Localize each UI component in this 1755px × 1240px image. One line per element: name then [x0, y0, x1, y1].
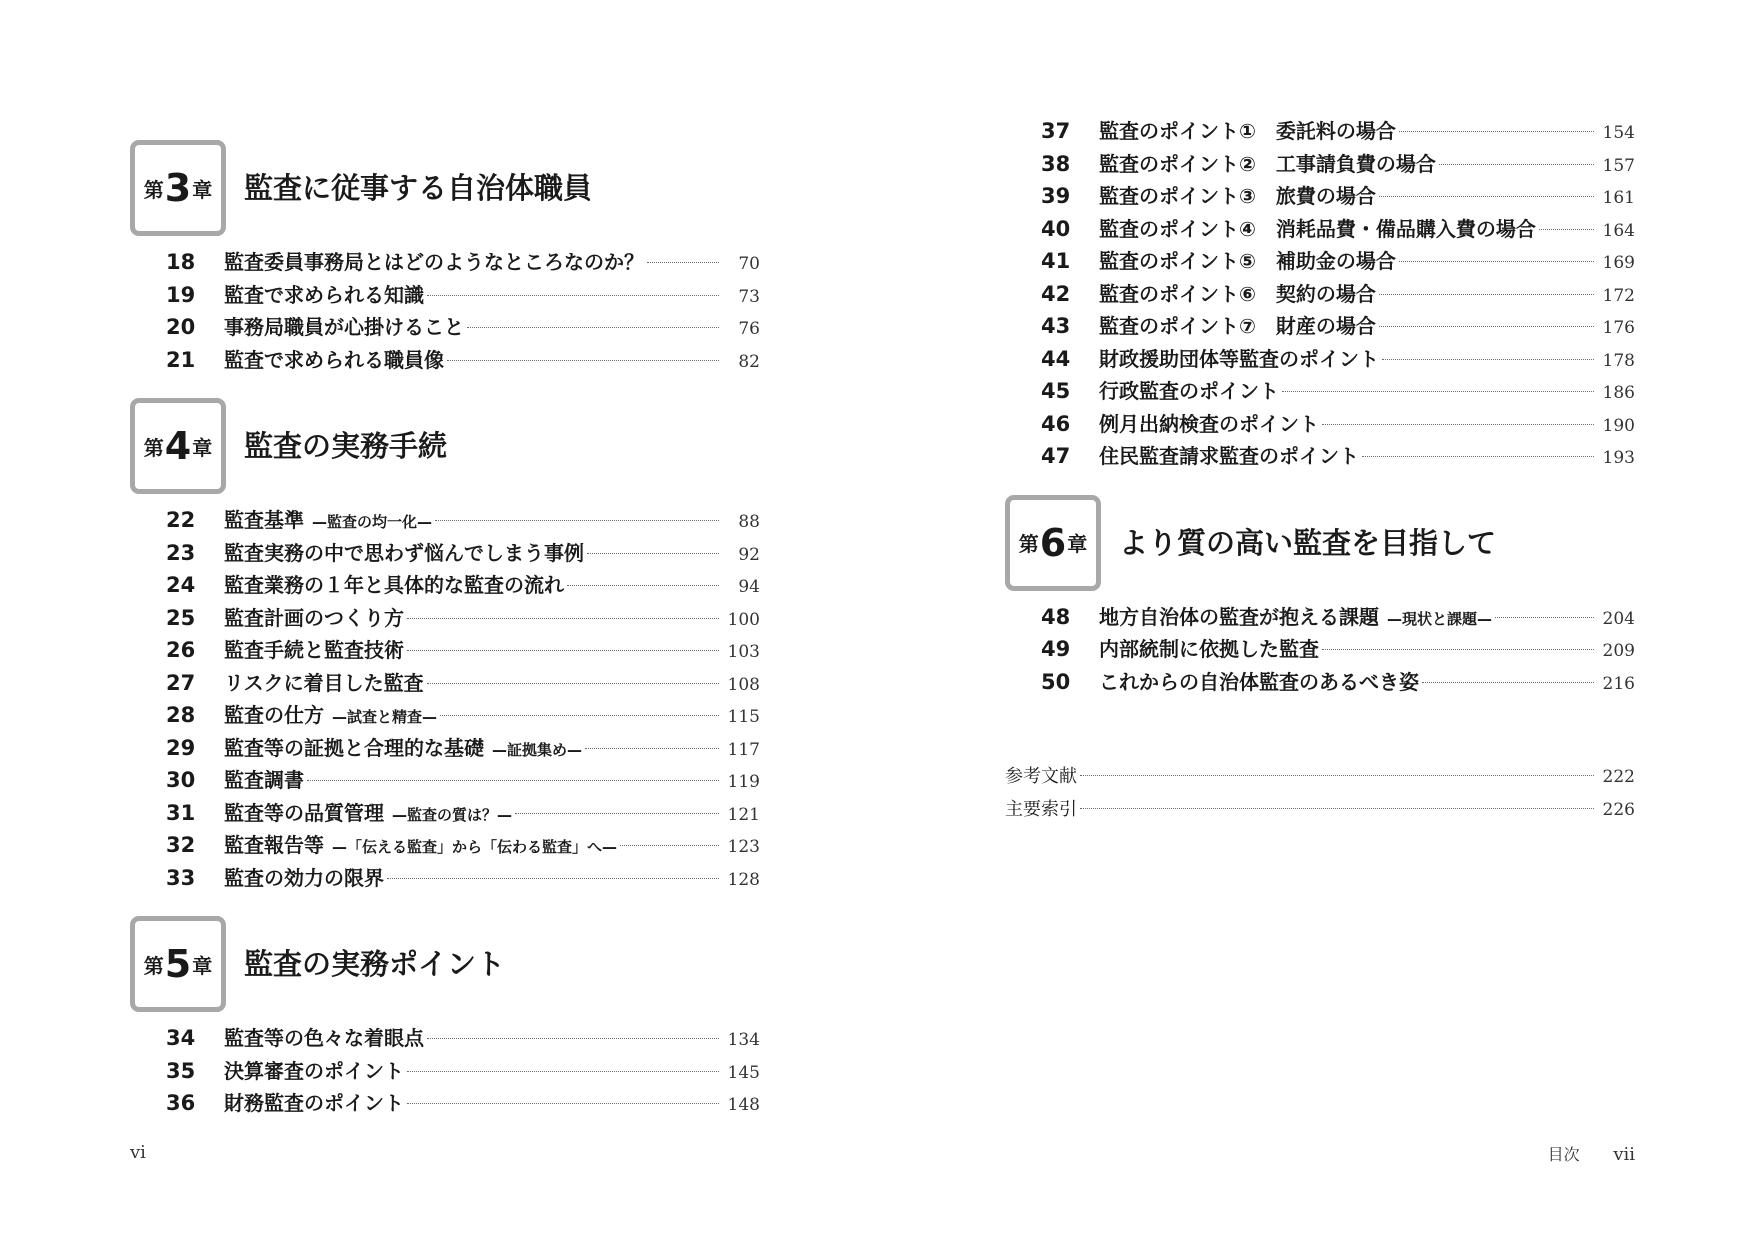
entry-title: これからの自治体監査のあるべき姿: [1099, 669, 1419, 694]
entry-number: 38: [1041, 151, 1071, 176]
entry-subtitle: —監査の均一化—: [312, 513, 433, 531]
entry-title: 監査等の証拠と合理的な基礎: [224, 735, 484, 760]
toc-entry[interactable]: [1005, 601, 1635, 634]
dot-leader: [435, 520, 719, 521]
entry-page-number: 70: [738, 254, 760, 274]
entry-title: 監査のポイント① 委託料の場合: [1099, 119, 1396, 143]
chapter-prefix: 第: [143, 953, 164, 978]
entry-number: 40: [1041, 216, 1071, 241]
entry-number: 20: [166, 315, 196, 339]
page-number-left: vi: [130, 1142, 146, 1163]
entry-number: 45: [1041, 379, 1071, 403]
entry-number: 23: [166, 540, 196, 565]
dot-leader: [647, 262, 719, 263]
entry-number: 21: [166, 347, 196, 372]
entry-page-number: 88: [738, 512, 760, 532]
entry-page-number: 190: [1602, 415, 1635, 436]
toc-entry[interactable]: [130, 344, 760, 377]
dot-leader: [587, 553, 719, 554]
chapter-entries: [130, 1022, 760, 1120]
dot-leader: [427, 683, 719, 684]
entry-page-number: 115: [727, 707, 760, 727]
entry-title: 財務監査のポイント: [224, 1091, 404, 1115]
dot-leader: [427, 1038, 719, 1039]
entry-page-number: 157: [1602, 155, 1635, 176]
entry-title: 監査で求められる知識: [224, 282, 424, 307]
toc-entry[interactable]: [130, 504, 760, 537]
entry-page-number: 92: [738, 544, 760, 565]
entry-number: 47: [1041, 444, 1071, 468]
chapter-heading: [130, 140, 760, 236]
dot-leader: [1399, 131, 1594, 132]
entry-page-number: 164: [1602, 220, 1635, 241]
entry-title: 地方自治体の監査が抱える課題: [1099, 604, 1379, 629]
chapter-heading: [130, 398, 760, 494]
chapter-heading: [130, 916, 760, 1012]
entry-number: 46: [1041, 411, 1071, 436]
chapter-block: [130, 140, 760, 376]
entry-number: 27: [166, 670, 196, 695]
dot-leader: [620, 845, 719, 846]
entry-page-number: 73: [738, 286, 760, 307]
dot-leader: [1399, 261, 1594, 262]
entry-page-number: 76: [738, 319, 760, 339]
entry-title: 監査のポイント② 工事請負費の場合: [1099, 151, 1436, 176]
chapter-title: 監査の実務ポイント: [244, 947, 506, 981]
dot-leader: [1539, 229, 1594, 230]
chapter-badge: [130, 140, 226, 236]
dot-leader: [440, 715, 719, 716]
toc-entry[interactable]: [130, 764, 760, 797]
entry-title: 監査等の品質管理: [224, 800, 384, 825]
entry-number: 18: [166, 250, 196, 274]
toc-entry[interactable]: [130, 862, 760, 895]
entry-title: 事務局職員が心掛けること: [224, 315, 464, 339]
entry-title: 監査手続と監査技術: [224, 638, 404, 662]
chapter-block: [130, 916, 760, 1120]
entry-page-number: 103: [727, 642, 760, 662]
entry-number: 50: [1041, 669, 1071, 694]
toc-entry[interactable]: [1005, 180, 1635, 213]
chapter-number: 6: [1039, 520, 1067, 565]
toc-entry[interactable]: [130, 569, 760, 602]
toc-entry[interactable]: [130, 537, 760, 570]
entry-title: 行政監査のポイント: [1099, 379, 1279, 403]
chapter-block: [1005, 495, 1635, 699]
entry-number: 43: [1041, 314, 1071, 338]
entry-title: 監査調書: [224, 768, 304, 792]
entry-subtitle: —監査の質は？—: [392, 805, 513, 824]
entry-number: 32: [166, 833, 196, 857]
entry-number: 29: [166, 735, 196, 760]
entry-title: 住民監査請求監査のポイント: [1099, 444, 1359, 468]
chapter-entries: [1005, 601, 1635, 699]
entry-page-number: 94: [738, 577, 760, 597]
toc-entry[interactable]: [130, 246, 760, 279]
dot-leader: [567, 585, 719, 586]
toc-entry[interactable]: [130, 279, 760, 312]
entry-title: 監査のポイント⑦ 財産の場合: [1099, 314, 1376, 338]
entry-title: 主要索引: [1005, 798, 1077, 820]
toc-entry[interactable]: [1005, 213, 1635, 246]
entry-title: 監査等の色々な着眼点: [224, 1026, 424, 1050]
entry-number: 36: [166, 1091, 196, 1115]
chapter-prefix: 第: [143, 435, 164, 460]
toc-entry[interactable]: [130, 1022, 760, 1055]
chapter-suffix: 章: [192, 953, 213, 978]
entry-title: 内部統制に依拠した監査: [1099, 637, 1319, 661]
entry-page-number: 178: [1602, 350, 1635, 371]
entry-number: 24: [166, 573, 196, 597]
entry-number: 49: [1041, 637, 1071, 661]
entry-title: 監査の仕方: [224, 703, 324, 727]
dot-leader: [1282, 391, 1594, 392]
toc-entry[interactable]: [130, 1055, 760, 1088]
chapter-number: 5: [164, 942, 192, 986]
entry-page-number: 204: [1602, 608, 1635, 629]
chapter-entries: [130, 504, 760, 894]
dot-leader: [427, 295, 719, 296]
toc-entry[interactable]: [1005, 408, 1635, 441]
dot-leader: [1379, 294, 1594, 295]
entry-page-number: 134: [727, 1030, 760, 1050]
toc-entry[interactable]: [130, 797, 760, 830]
chapter-6-block: [1005, 495, 1635, 699]
entry-page-number: 82: [738, 351, 760, 372]
entry-page-number: 145: [727, 1062, 760, 1083]
dot-leader: [1379, 326, 1594, 327]
chapter-prefix: 第: [143, 177, 164, 202]
entry-subtitle: —「伝える監査」から「伝わる監査」へ—: [332, 838, 618, 856]
entry-page-number: 176: [1602, 318, 1635, 338]
entry-page-number: 216: [1602, 673, 1635, 694]
entry-number: 39: [1041, 184, 1071, 208]
entry-number: 37: [1041, 119, 1071, 143]
dot-leader: [387, 878, 719, 879]
toc-entry[interactable]: [130, 732, 760, 765]
entry-page-number: 226: [1602, 799, 1635, 820]
toc-entry[interactable]: [130, 699, 760, 732]
toc-entry[interactable]: [130, 1087, 760, 1120]
chapter-prefix: 第: [1018, 532, 1039, 556]
dot-leader: [1080, 775, 1594, 776]
chapter-entries: [130, 246, 760, 376]
entry-page-number: 222: [1602, 767, 1635, 787]
toc-entry[interactable]: [1005, 795, 1635, 828]
toc-entry[interactable]: [130, 829, 760, 862]
chapter-block: [130, 398, 760, 894]
chapter-title: より質の高い監査を目指して: [1119, 525, 1497, 560]
entry-subtitle: —証拠集め—: [492, 740, 583, 759]
chapter-number: 3: [164, 166, 192, 210]
entry-title: 監査計画のつくり方: [224, 605, 404, 630]
entry-number: 42: [1041, 281, 1071, 306]
dot-leader: [407, 650, 719, 651]
chapter-suffix: 章: [1067, 532, 1088, 556]
chapter-number: 4: [164, 424, 192, 468]
entry-title: 財政援助団体等監査のポイント: [1099, 346, 1379, 371]
dot-leader: [585, 748, 719, 749]
entry-number: 31: [166, 800, 196, 825]
back-matter-entries: [1005, 762, 1635, 827]
entry-title: 監査のポイント⑤ 補助金の場合: [1099, 249, 1396, 273]
dot-leader: [1379, 196, 1594, 197]
entry-title: 監査のポイント⑥ 契約の場合: [1099, 281, 1376, 306]
entry-title: 監査委員事務局とはどのようなところなのか？: [224, 250, 644, 274]
entry-number: 30: [166, 768, 196, 792]
toc-entry[interactable]: [1005, 762, 1635, 795]
dot-leader: [1439, 164, 1594, 165]
chapter-heading: [1005, 495, 1635, 591]
entry-number: 34: [166, 1026, 196, 1050]
dot-leader: [447, 360, 719, 361]
entry-page-number: 169: [1602, 253, 1635, 273]
chapter-5-continued-entries: [1005, 115, 1635, 473]
entry-title: 監査で求められる職員像: [224, 347, 444, 372]
dot-leader: [1362, 456, 1594, 457]
page-number-right: [1548, 1142, 1635, 1165]
entry-title: 決算審査のポイント: [224, 1058, 404, 1083]
entry-number: 22: [166, 508, 196, 532]
dot-leader: [467, 327, 719, 328]
entry-title: リスクに着目した監査: [224, 670, 424, 695]
entry-page-number: 117: [727, 739, 760, 760]
toc-entry[interactable]: [1005, 115, 1635, 148]
entry-title: 監査の効力の限界: [224, 865, 384, 890]
entry-page-number: 108: [727, 674, 760, 695]
entry-page-number: 100: [727, 609, 760, 630]
entry-title: 参考文献: [1005, 766, 1077, 787]
entry-page-number: 186: [1602, 383, 1635, 403]
entry-title: 監査実務の中で思わず悩んでしまう事例: [224, 540, 584, 565]
entry-subtitle: —試査と精査—: [332, 708, 438, 726]
chapter-title: 監査の実務手続: [244, 429, 448, 463]
entry-page-number: 148: [727, 1095, 760, 1115]
entry-number: 28: [166, 703, 196, 727]
entry-title: 監査基準: [224, 508, 304, 532]
dot-leader: [407, 1071, 719, 1072]
entry-number: 44: [1041, 346, 1071, 371]
entry-subtitle: —現状と課題—: [1387, 609, 1493, 628]
left-chapter-list: [130, 140, 760, 1120]
chapter-title: 監査に従事する自治体職員: [244, 171, 593, 205]
toc-entry[interactable]: [1005, 666, 1635, 699]
toc-entry[interactable]: [1005, 633, 1635, 666]
dot-leader: [1382, 359, 1594, 360]
entry-number: 41: [1041, 249, 1071, 273]
entry-page-number: 161: [1602, 188, 1635, 208]
page-number-right-value: vii: [1613, 1144, 1635, 1165]
toc-entry[interactable]: [1005, 148, 1635, 181]
dot-leader: [515, 813, 719, 814]
left-page-column: [130, 140, 760, 1142]
entry-number: 35: [166, 1058, 196, 1083]
entry-page-number: 121: [727, 804, 760, 825]
chapter-suffix: 章: [192, 177, 213, 202]
running-head-label: 目次: [1547, 1145, 1580, 1164]
entry-page-number: 209: [1602, 641, 1635, 661]
entry-page-number: 193: [1602, 448, 1635, 468]
chapter-badge: [130, 916, 226, 1012]
dot-leader: [407, 1103, 719, 1104]
toc-entry[interactable]: [1005, 440, 1635, 473]
entry-page-number: 119: [727, 772, 760, 792]
dot-leader: [407, 618, 719, 619]
toc-entry[interactable]: [1005, 278, 1635, 311]
entry-number: 26: [166, 638, 196, 662]
toc-entry[interactable]: [130, 667, 760, 700]
entry-number: 48: [1041, 604, 1071, 629]
entry-title: 例月出納検査のポイント: [1099, 411, 1319, 436]
chapter-suffix: 章: [192, 435, 213, 460]
chapter-badge: [1005, 495, 1101, 591]
entry-page-number: 128: [727, 869, 760, 890]
right-page-column: [1005, 115, 1635, 849]
dot-leader: [1322, 649, 1594, 650]
entry-title: 監査のポイント③ 旅費の場合: [1099, 184, 1376, 208]
dot-leader: [1422, 682, 1594, 683]
toc-entry[interactable]: [1005, 310, 1635, 343]
entry-page-number: 123: [727, 837, 760, 857]
entry-number: 33: [166, 865, 196, 890]
toc-entry[interactable]: [1005, 375, 1635, 408]
chapter-badge: [130, 398, 226, 494]
dot-leader: [1322, 424, 1594, 425]
toc-entry[interactable]: [1005, 343, 1635, 376]
entry-number: 25: [166, 605, 196, 630]
entry-page-number: 172: [1602, 285, 1635, 306]
toc-entry[interactable]: [130, 602, 760, 635]
entry-title: 監査報告等: [224, 833, 324, 857]
toc-entry[interactable]: [130, 634, 760, 667]
entry-title: 監査業務の１年と具体的な監査の流れ: [224, 573, 564, 597]
dot-leader: [307, 780, 719, 781]
entry-number: 19: [166, 282, 196, 307]
entry-page-number: 154: [1602, 123, 1635, 143]
toc-entry[interactable]: [1005, 245, 1635, 278]
dot-leader: [1080, 808, 1594, 809]
dot-leader: [1495, 617, 1594, 618]
entry-title: 監査のポイント④ 消耗品費・備品購入費の場合: [1099, 216, 1536, 241]
toc-entry[interactable]: [130, 311, 760, 344]
